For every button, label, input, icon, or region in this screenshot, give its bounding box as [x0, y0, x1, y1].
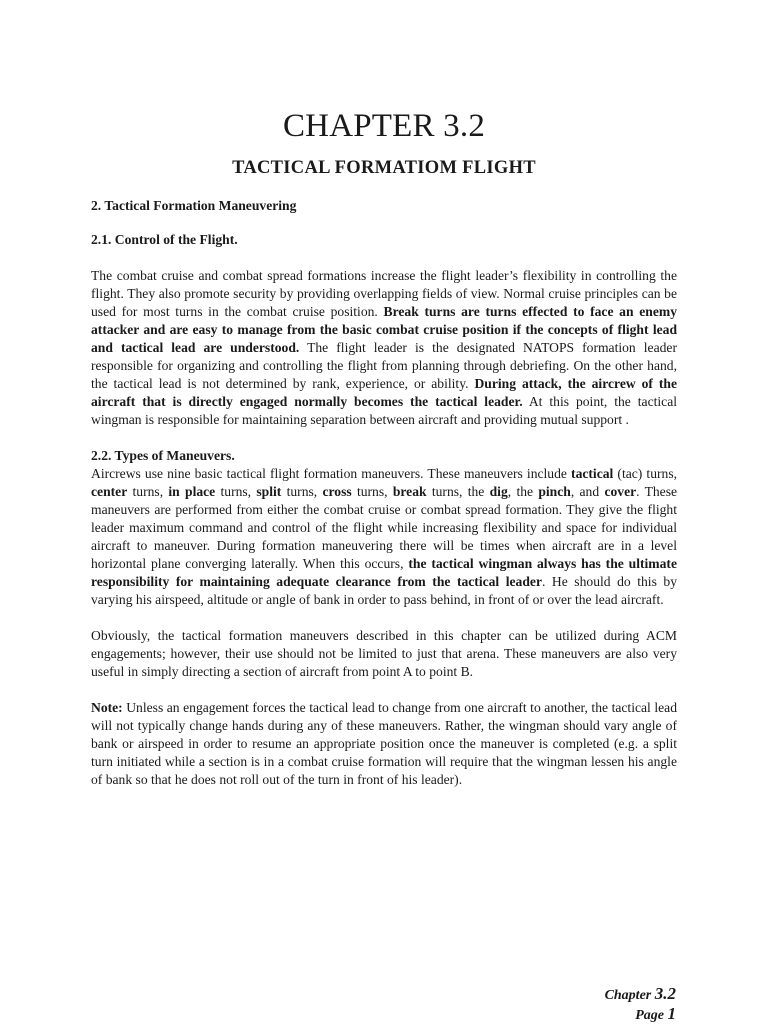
term-in-place: in place [168, 484, 216, 499]
chapter-title: TACTICAL FORMATIOM FLIGHT [232, 158, 536, 178]
term-center: center [91, 484, 128, 499]
term-break: break [392, 484, 427, 499]
footer-page [635, 1004, 676, 1024]
text-run: turns, [215, 484, 257, 499]
paragraph-control-of-flight [91, 267, 677, 429]
text-run: , and [570, 484, 605, 499]
text-run: . He should do this by varying his airspeed, altitude or angle of bank in order to pass behind, in front of or over the lead aircraft. [91, 574, 677, 607]
subsection-heading-types: 2.2. Types of Maneuvers. [91, 448, 235, 463]
chapter-number: CHAPTER 3.2 [282, 108, 486, 144]
term-tactical: tactical [571, 466, 614, 481]
paragraph-types-of-maneuvers [91, 465, 677, 609]
bold-text-run: the tactical wingman always has the ultimate responsibility for maintaining adequate clearance from the tactical leader [91, 556, 677, 589]
note-label: Note: [91, 700, 123, 715]
bold-text-run: Break turns are turns effected to face an enemy attacker and are easy to manage from the basic combat cruise position if the concepts of flight lead and tactical lead are understood. [91, 304, 677, 355]
text-run: (tac) turns, [613, 466, 678, 481]
bold-text-run: During attack, the aircrew of the aircraft that is directly engaged normally becomes the tactical leader. [91, 376, 678, 409]
text-run: turns, the [426, 484, 490, 499]
document-body [91, 197, 677, 789]
term-cover: cover [604, 484, 637, 499]
text-run: The flight leader is the designated NATOPS formation leader responsible for organizing and controlling the flight from planning through debriefing. On the other hand, the tactical lead is not determined by rank, experience, or ability. [91, 340, 677, 391]
subsection-heading-control: 2.1. Control of the Flight. [91, 232, 238, 247]
footer-chapter [605, 984, 676, 1004]
note-text: Unless an engagement forces the tactical lead to change from one aircraft to another, the tactical lead will not typically change hands during any of these maneuvers. Rather, the wingman should vary angle of bank or airspeed in order to resume an appropriate position once the maneuver is completed (e.g. a split turn initiated while a section is in a combat cruise formation will require that the wingman lessen his angle of bank so that he does not roll out of the turn in front of his leader). [91, 700, 677, 787]
footer-chapter-label: Chapter [604, 988, 655, 1003]
text-run: turns, [351, 484, 393, 499]
text-run: turns, [127, 484, 169, 499]
text-run: turns, [281, 484, 323, 499]
term-dig: dig [489, 484, 508, 499]
section-heading: 2. Tactical Formation Maneuvering [91, 198, 297, 213]
term-split: split [256, 484, 282, 499]
text-run: At this point, the tactical wingman is responsible for maintaining separation between aircraft and providing mutual support . [91, 394, 677, 427]
text-run: The combat cruise and combat spread formations increase the flight leader’s flexibility in controlling the flight. They also promote security by providing overlapping fields of view. Normal cruise principles can be used for most turns in the combat cruise position. [91, 268, 677, 319]
footer-page-number: 1 [667, 1004, 676, 1023]
text-run: , the [507, 484, 539, 499]
term-cross: cross [322, 484, 352, 499]
text-run: Aircrews use nine basic tactical flight formation maneuvers. These maneuvers include [91, 466, 572, 481]
paragraph-acm-usage: Obviously, the tactical formation maneuvers described in this chapter can be utilized during ACM engagements; however, their use should not be limited to just that arena. These maneuvers are also very useful in simply directing a section of aircraft from point A to point B. [91, 628, 677, 679]
term-pinch: pinch [538, 484, 571, 499]
note-paragraph [91, 699, 677, 789]
footer-page-label: Page [635, 1008, 668, 1023]
footer-chapter-number: 3.2 [654, 984, 676, 1003]
text-run: . These maneuvers are performed from either the combat cruise or combat spread formation. They give the flight leader maximum command and control of the flight while increasing flexibility and space for individual aircraft to maneuver. During formation maneuvering there will be times when aircraft are in a level horizontal plane converging laterally. When this occurs, [91, 484, 678, 571]
